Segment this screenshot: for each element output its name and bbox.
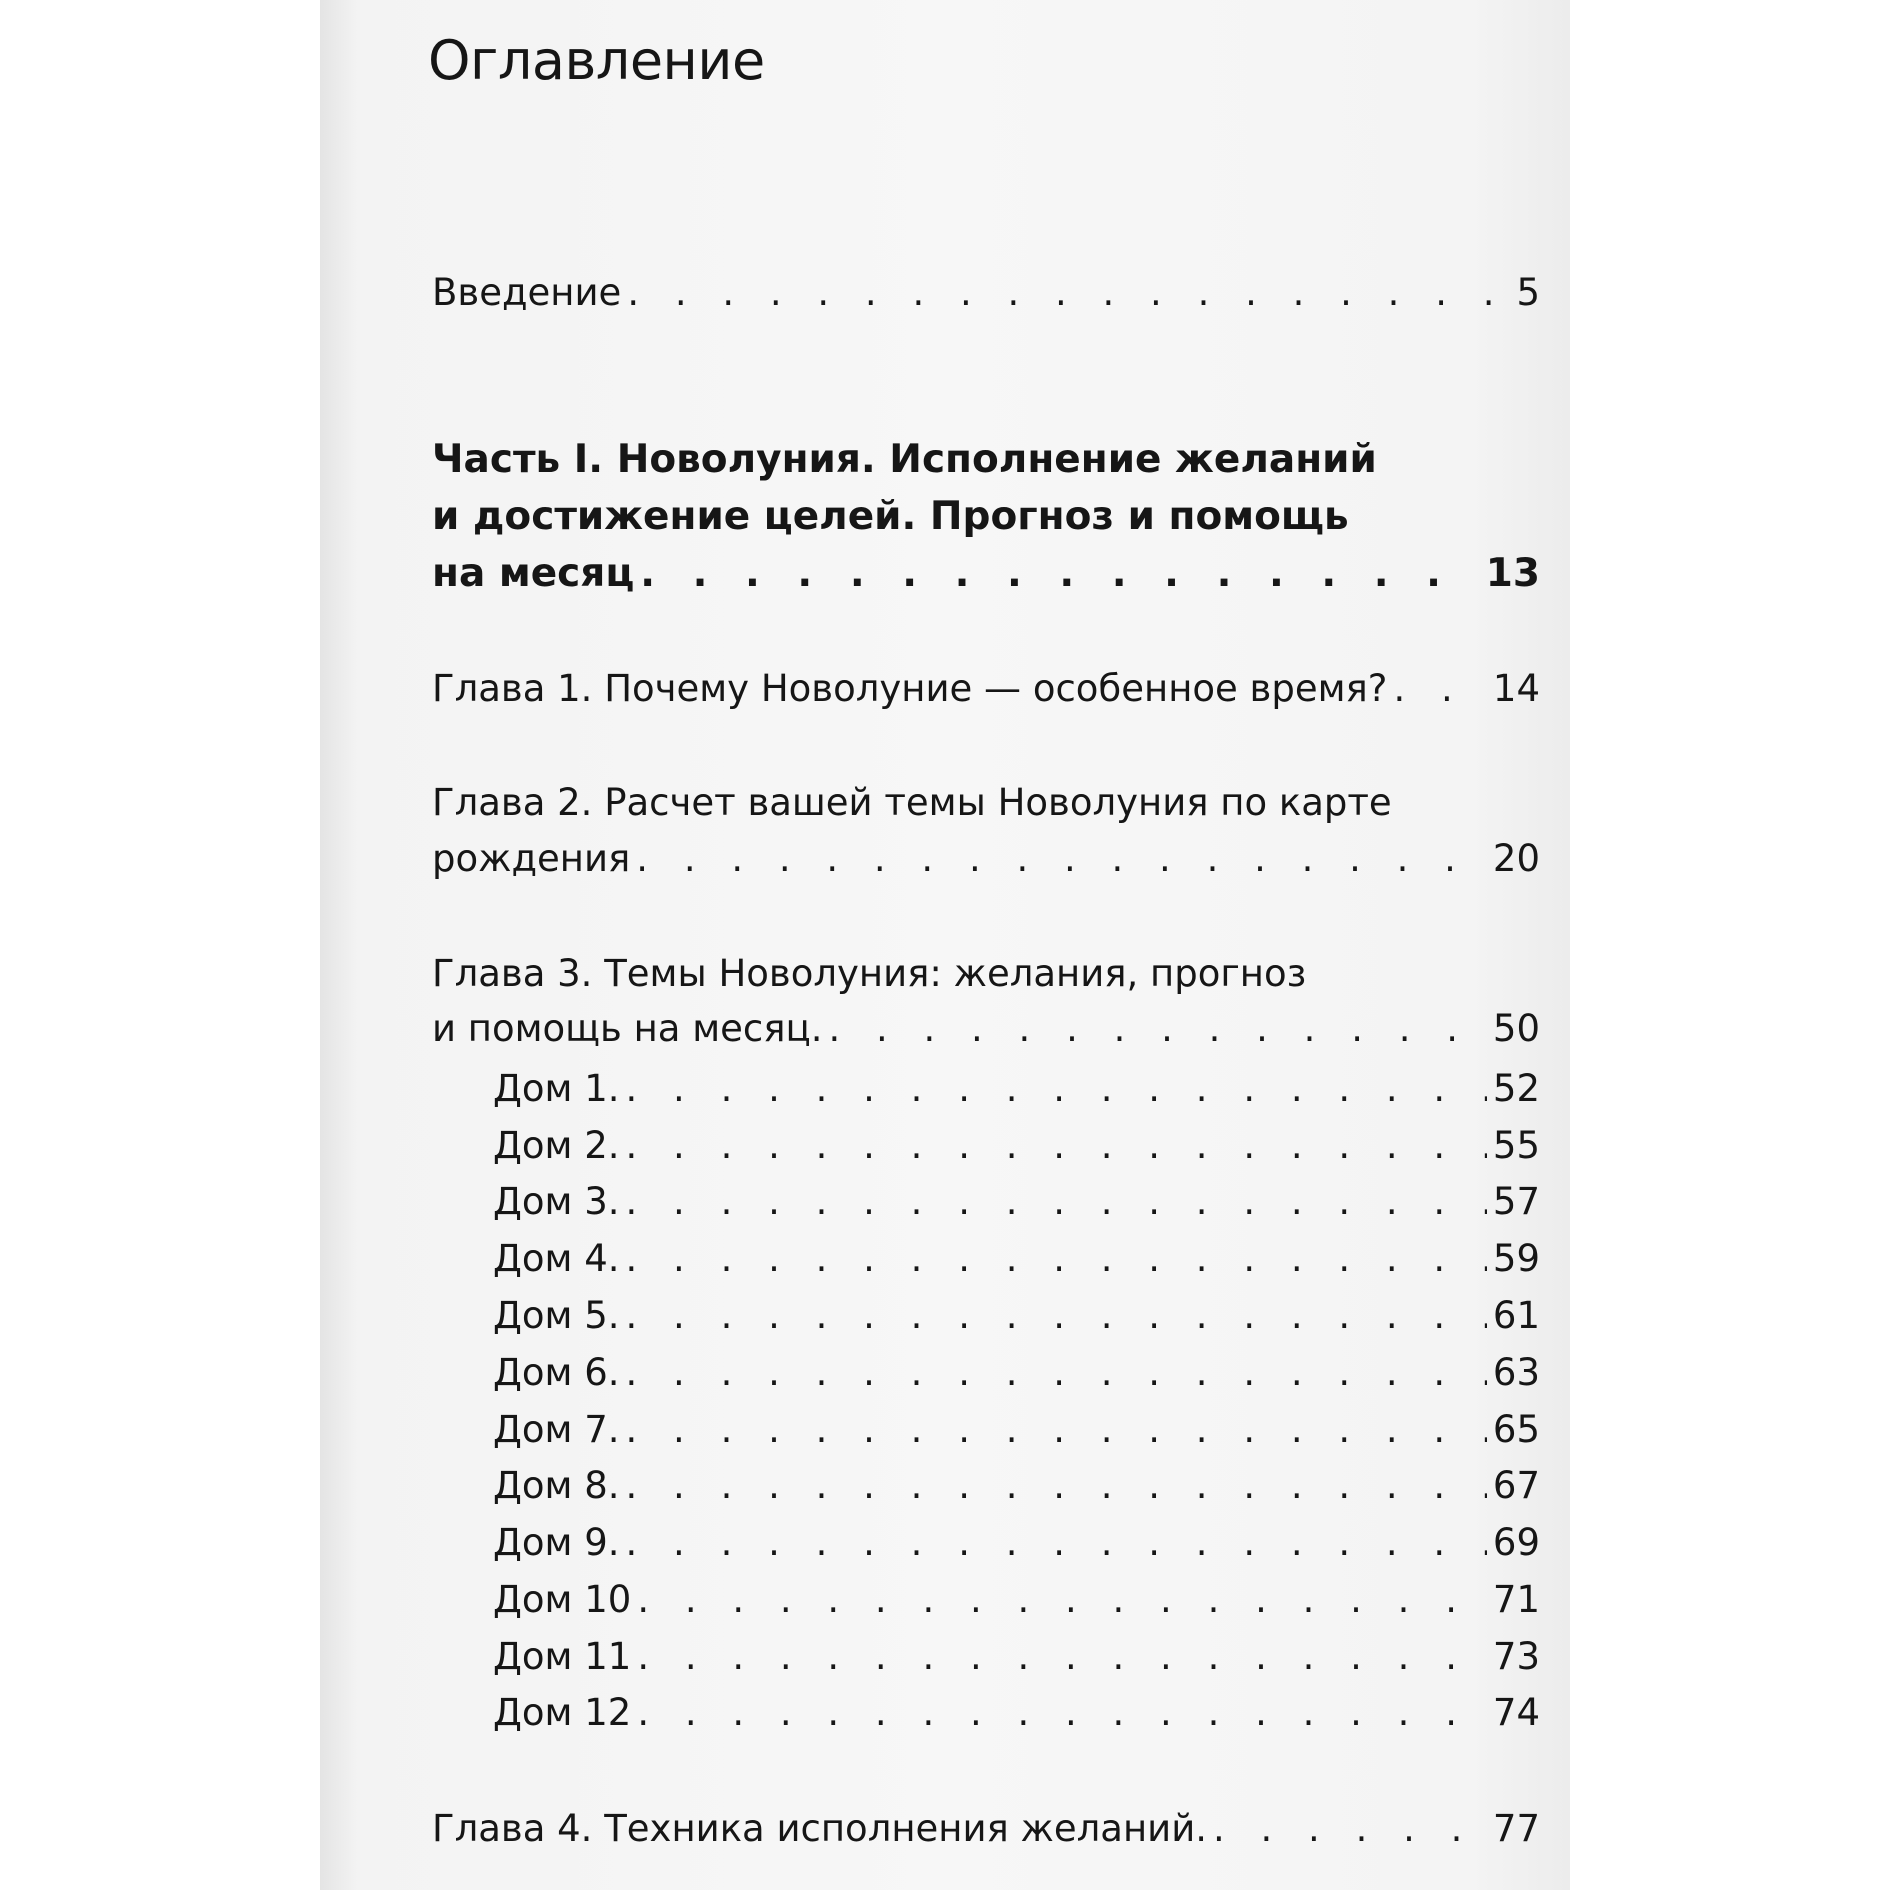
page-number: 74 [1492,1691,1540,1734]
dot-leader [637,1684,1487,1742]
page-number: 57 [1492,1180,1540,1223]
part1-title-line2: и достижение целей. Прогноз и помощь [432,494,1349,539]
toc-entry-house[interactable] [493,1060,1540,1118]
entry-label: Дом 3. [493,1180,620,1223]
dot-leader [828,1000,1486,1058]
page-number: 20 [1492,837,1540,880]
entry-label: Введение [432,271,622,314]
entry-label: Дом 4. [493,1237,620,1280]
dot-leader [626,1173,1487,1231]
dot-leader [626,1287,1487,1345]
toc-title: Оглавление [428,29,765,92]
page-number: 77 [1492,1807,1540,1850]
toc-entry-house[interactable] [493,1628,1540,1686]
page-number: 5 [1516,271,1540,314]
page-number: 14 [1492,667,1540,710]
dot-leader [626,1344,1487,1402]
entry-label: Глава 1. Почему Новолуние — особенное время? [432,667,1388,710]
toc-entry-house[interactable] [493,1117,1540,1175]
dot-leader [626,1401,1487,1459]
dot-leader [627,264,1510,322]
dot-leader [640,545,1479,603]
toc-entry-house[interactable] [493,1571,1540,1629]
chapter-2-title-line1: Глава 2. Расчет вашей темы Новолуния по карте [432,781,1392,824]
dot-leader [637,1628,1487,1686]
toc-entry-house[interactable] [493,1173,1540,1231]
page-number: 73 [1492,1635,1540,1678]
toc-entry-part1[interactable] [432,545,1540,603]
toc-entry-house[interactable] [493,1401,1540,1459]
page-number: 61 [1492,1294,1540,1337]
entry-label: Дом 1. [493,1067,620,1110]
dot-leader [636,830,1487,888]
toc-entry-chapter-3[interactable] [432,1000,1540,1058]
chapter-3-title-line1: Глава 3. Темы Новолуния: желания, прогноз [432,952,1307,995]
entry-label: Дом 10 [493,1578,632,1621]
page-number: 63 [1492,1351,1540,1394]
toc-entry-house[interactable] [493,1684,1540,1742]
toc-entry-chapter-2[interactable] [432,830,1540,888]
dot-leader [637,1571,1487,1629]
dot-leader [626,1514,1487,1572]
page-number: 52 [1492,1067,1540,1110]
page-number: 50 [1492,1007,1540,1050]
toc-entry-chapter-4[interactable] [432,1800,1540,1858]
entry-label: и помощь на месяц. [432,1007,823,1050]
page-number: 71 [1492,1578,1540,1621]
page-number: 67 [1492,1464,1540,1507]
dot-leader [626,1230,1487,1288]
entry-label: Дом 7. [493,1408,620,1451]
entry-label: Дом 6. [493,1351,620,1394]
toc-entry-house[interactable] [493,1344,1540,1402]
entry-label: на месяц [432,551,635,596]
toc-entry-chapter-1[interactable] [432,660,1540,718]
toc-entry-house[interactable] [493,1457,1540,1515]
entry-label: Глава 4. Техника исполнения желаний. [432,1807,1208,1850]
entry-label: Дом 5. [493,1294,620,1337]
entry-label: Дом 11 [493,1635,632,1678]
dot-leader [626,1457,1487,1515]
page-number: 69 [1492,1521,1540,1564]
page-number: 59 [1492,1237,1540,1280]
dot-leader [626,1117,1487,1175]
page-number: 55 [1492,1124,1540,1167]
part1-title-line1: Часть I. Новолуния. Исполнение желаний [432,437,1377,482]
dot-leader [626,1060,1487,1118]
toc-entry-intro[interactable] [432,264,1540,322]
toc-entry-house[interactable] [493,1287,1540,1345]
page-number: 13 [1485,551,1540,596]
page-number: 65 [1492,1408,1540,1451]
entry-label: Дом 9. [493,1521,620,1564]
toc-entry-house[interactable] [493,1230,1540,1288]
toc-entry-house[interactable] [493,1514,1540,1572]
dot-leader [1393,660,1486,718]
entry-label: Дом 2. [493,1124,620,1167]
entry-label: Дом 12 [493,1691,632,1734]
entry-label: рождения [432,837,631,880]
dot-leader [1213,1800,1487,1858]
entry-label: Дом 8. [493,1464,620,1507]
